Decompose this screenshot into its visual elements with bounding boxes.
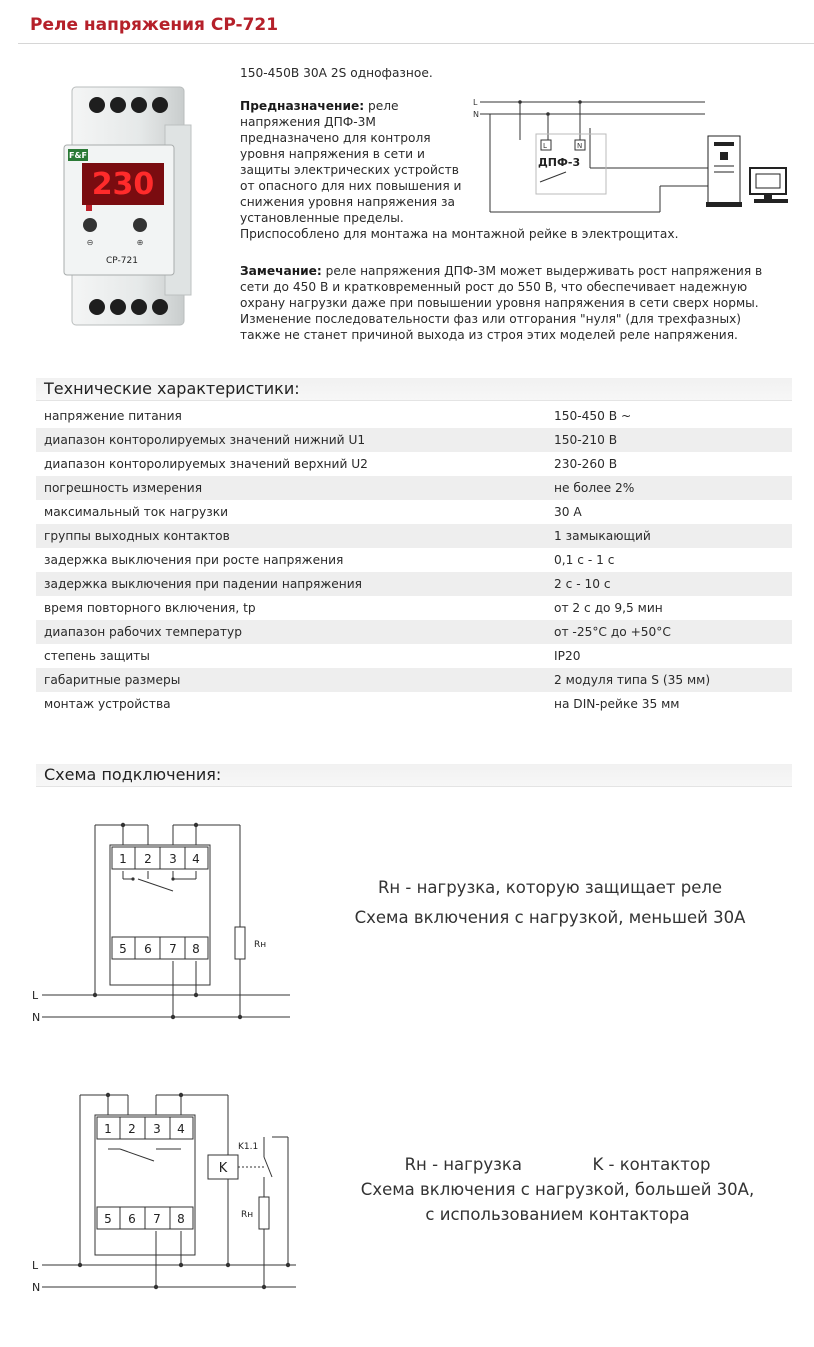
spec-name: максимальный ток нагрузки — [44, 505, 229, 519]
spec-name: группы выходных контактов — [36, 524, 546, 548]
device-model: CP-721 — [106, 256, 138, 266]
purpose-line: уровня напряжения в сети и — [240, 147, 425, 161]
purpose-label: Предназначение: — [240, 99, 365, 113]
spec-value: 30 А — [554, 505, 582, 519]
mount-line: Приспособлено для монтажа на монтажной рейке в электрощитах. — [240, 227, 679, 241]
monitor-icon — [750, 168, 788, 203]
spec-name: задержка выключения при росте напряжения — [44, 553, 344, 567]
spec-value: IP20 — [554, 649, 581, 663]
specs-heading: Технические характеристики: — [36, 378, 792, 400]
purpose-line: предназначено для контроля — [240, 131, 431, 145]
spec-value: 150-210 В — [546, 428, 792, 452]
purpose-line: от опасного для них повышения и — [240, 179, 462, 193]
contact-label: K1.1 — [238, 1142, 259, 1152]
scheme1-caption-line: Rн - нагрузка, которую защищает реле — [377, 878, 723, 897]
terminal-label: 4 — [177, 1122, 185, 1136]
spec-name: степень защиты — [44, 649, 150, 663]
spec-row — [36, 644, 792, 668]
terminal-label: 5 — [119, 942, 127, 956]
line-L-label: L — [32, 1259, 39, 1272]
svg-text:⊖: ⊖ — [86, 238, 94, 247]
terminal-label: 2 — [128, 1122, 136, 1136]
wiring-scheme-2 — [28, 1085, 308, 1300]
spec-row — [36, 524, 792, 548]
spec-value: на DIN-рейке 35 мм — [554, 697, 680, 711]
specs-table — [36, 404, 792, 716]
scheme2-caption-line: Схема включения с нагрузкой, большей 30А, — [360, 1180, 755, 1199]
spec-value: 2 с - 10 с — [546, 572, 792, 596]
scheme2-caption — [330, 1152, 785, 1227]
product-short: 150-450В 30А 2S однофазное. — [240, 66, 433, 80]
note-line: охрану нагрузки даже при повышении уровня напряжения в сети сверх нормы. — [240, 296, 759, 310]
spec-row — [36, 500, 792, 524]
spec-value: от -25°С до +50°С — [546, 620, 792, 644]
terminal-label: 1 — [104, 1122, 112, 1136]
spec-name: габаритные размеры — [36, 668, 546, 692]
wiring-scheme-1 — [28, 815, 308, 1030]
terminal-label: 3 — [153, 1122, 161, 1136]
spec-name: диапазон конторолируемых значений нижний U1 — [36, 428, 546, 452]
load-label: Rн — [241, 1210, 254, 1220]
spec-row — [36, 404, 792, 428]
note-line: сети до 450 В и кратковременный рост до 550 В, что обеспечивает надежную — [240, 280, 748, 294]
brand-logo: F&F — [69, 151, 87, 160]
spec-row — [36, 548, 792, 572]
terminal-label: 5 — [104, 1212, 112, 1226]
relay-box-label: ДПФ-3 — [538, 156, 581, 169]
terminal-label: 4 — [192, 852, 200, 866]
wiring-heading: Схема подключения: — [36, 764, 792, 786]
contactor-label: K — [218, 1161, 228, 1176]
spec-name: монтаж устройства — [44, 697, 171, 711]
note-block — [240, 263, 762, 343]
computer-tower-icon — [706, 136, 742, 207]
note-line: реле напряжения ДПФ-3М может выдерживать рост напряжения в — [321, 264, 763, 278]
line-L-label: L — [473, 98, 478, 107]
purpose-line: установленные пределы. — [240, 211, 404, 225]
spec-row — [36, 668, 792, 692]
spec-row — [36, 596, 792, 620]
spec-value: 230-260 В — [554, 457, 618, 471]
purpose-line: напряжения ДПФ-3М — [240, 115, 376, 129]
spec-name: время повторного включения, tp — [44, 601, 256, 615]
device-photo — [50, 85, 200, 330]
scheme2-caption-line-1 — [330, 1152, 785, 1177]
terminal-label: 8 — [192, 942, 200, 956]
terminal-L-label: L — [543, 142, 547, 150]
spec-row — [36, 428, 792, 452]
display-readout: 230 — [91, 167, 155, 202]
terminal-label: 7 — [169, 942, 177, 956]
load-label: Rн — [254, 940, 267, 950]
spec-name: диапазон конторолируемых значений верхний U2 — [44, 457, 368, 471]
line-N-label: N — [473, 110, 479, 119]
terminal-label: 8 — [177, 1212, 185, 1226]
note-label: Замечание: — [240, 264, 322, 278]
spec-name: задержка выключения при падении напряжения — [36, 572, 546, 596]
svg-text:⊕: ⊕ — [136, 238, 144, 247]
note-line: Изменение последовательности фаз или отгорания "нуля" (для трехфазных) — [240, 312, 742, 326]
purpose-line: защиты электрических устройств — [240, 163, 459, 177]
caption-load: Rн - нагрузка — [404, 1155, 522, 1174]
spec-value: 0,1 с - 1 с — [554, 553, 615, 567]
spec-value: 2 модуля типа S (35 мм) — [546, 668, 792, 692]
spec-row — [36, 452, 792, 476]
spec-value: не более 2% — [546, 476, 792, 500]
spec-row — [36, 620, 792, 644]
purpose-line: снижения уровня напряжения за — [240, 195, 455, 209]
title-divider — [18, 43, 814, 44]
spec-name: диапазон рабочих температур — [36, 620, 546, 644]
scheme1-caption — [330, 873, 770, 933]
line-L-label: L — [32, 989, 39, 1002]
spec-row — [36, 572, 792, 596]
top-wiring-diagram — [470, 92, 800, 217]
spec-row — [36, 692, 792, 716]
spec-value: 1 замыкающий — [546, 524, 792, 548]
caption-contactor: K - контактор — [592, 1155, 711, 1174]
spec-name: напряжение питания — [44, 409, 182, 423]
spec-value: 150-450 В ~ — [554, 409, 632, 423]
terminal-label: 6 — [128, 1212, 136, 1226]
terminal-label: 7 — [153, 1212, 161, 1226]
terminal-label: 1 — [119, 852, 127, 866]
line-N-label: N — [32, 1281, 41, 1294]
terminal-label: 2 — [144, 852, 152, 866]
scheme2-caption-line: с использованием контактора — [425, 1205, 690, 1224]
purpose-line: реле — [364, 99, 399, 113]
scheme1-caption-line: Схема включения с нагрузкой, меньшей 30А — [354, 908, 746, 927]
spec-row — [36, 476, 792, 500]
terminal-N-label: N — [577, 142, 583, 150]
page-title: Реле напряжения CP-721 — [30, 15, 279, 35]
line-N-label: N — [32, 1011, 41, 1024]
note-line: также не станет причиной выхода из строя этих моделей реле напряжения. — [240, 328, 738, 342]
spec-name: погрешность измерения — [36, 476, 546, 500]
terminal-label: 6 — [144, 942, 152, 956]
terminal-label: 3 — [169, 852, 177, 866]
spec-value: от 2 с до 9,5 мин — [554, 601, 663, 615]
